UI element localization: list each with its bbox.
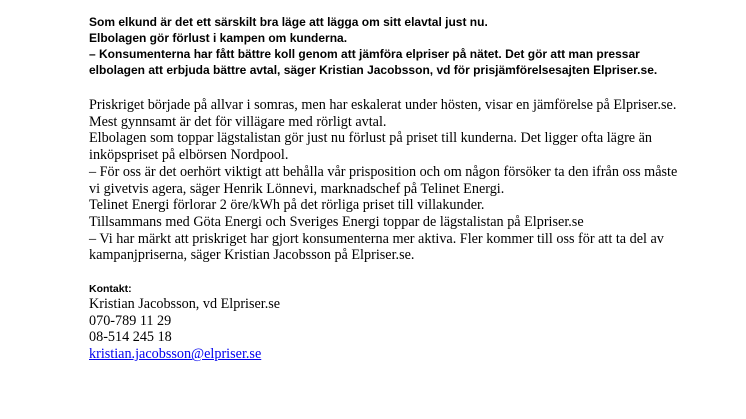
body-paragraph: Tillsammans med Göta Energi och Sveriges Energi toppar de lägstalistan på Elpriser.se bbox=[89, 213, 584, 230]
contact-email-link[interactable]: kristian.jacobsson@elpriser.se bbox=[89, 346, 262, 363]
contact-heading: Kontakt: bbox=[89, 283, 132, 296]
contact-name: Kristian Jacobsson, vd Elpriser.se bbox=[89, 296, 281, 313]
body-paragraph: – För oss är det oerhört viktigt att behålla vår prisposition och om någon försöker ta den ifrån oss måste vi givetvis agera, säger Henrik Lönnevi, marknadschef på Telinet Energi. bbox=[89, 163, 678, 197]
contact-phone-mobile: 070-789 11 29 bbox=[89, 312, 172, 329]
body-paragraph: – Vi har märkt att priskriget har gjort konsumenterna mer aktiva. Fler kommer till oss för att ta del av kampanjpriserna, säger Kristian Jacobsson på Elpriser.se. bbox=[89, 230, 664, 264]
lead-quote: – Konsumenterna har fått bättre koll genom att jämföra elpriser på nätet. Det gör att man pressar elbolagen att erbjuda bättre avtal, säger Kristian Jacobsson, vd för prisjämförelsesajten Elpriser.se. bbox=[89, 47, 658, 77]
contact-phone-office: 08-514 245 18 bbox=[89, 329, 172, 346]
contact-section bbox=[89, 282, 689, 363]
contact-email-line bbox=[89, 346, 689, 363]
body-paragraph: Elbolagen som toppar lägstalistan gör just nu förlust på priset till kunderna. Det ligger ofta lägre än inköpspriset på elbörsen Nordpool. bbox=[89, 130, 653, 164]
body-text bbox=[89, 97, 689, 264]
lead-line: Som elkund är det ett särskilt bra läge att lägga om sitt elavtal just nu. bbox=[89, 15, 488, 29]
lead-line: Elbolagen gör förlust i kampen om kunderna. bbox=[89, 31, 348, 45]
body-paragraph: Telinet Energi förlorar 2 öre/kWh på det rörliga priset till villakunder. bbox=[89, 197, 485, 214]
press-release bbox=[89, 14, 689, 363]
lead-paragraph bbox=[89, 14, 689, 78]
body-paragraph: Priskriget började på allvar i somras, men har eskalerat under hösten, visar en jämförelse på Elpriser.se. Mest gynnsamt är det för villägare med rörligt avtal. bbox=[89, 97, 677, 130]
